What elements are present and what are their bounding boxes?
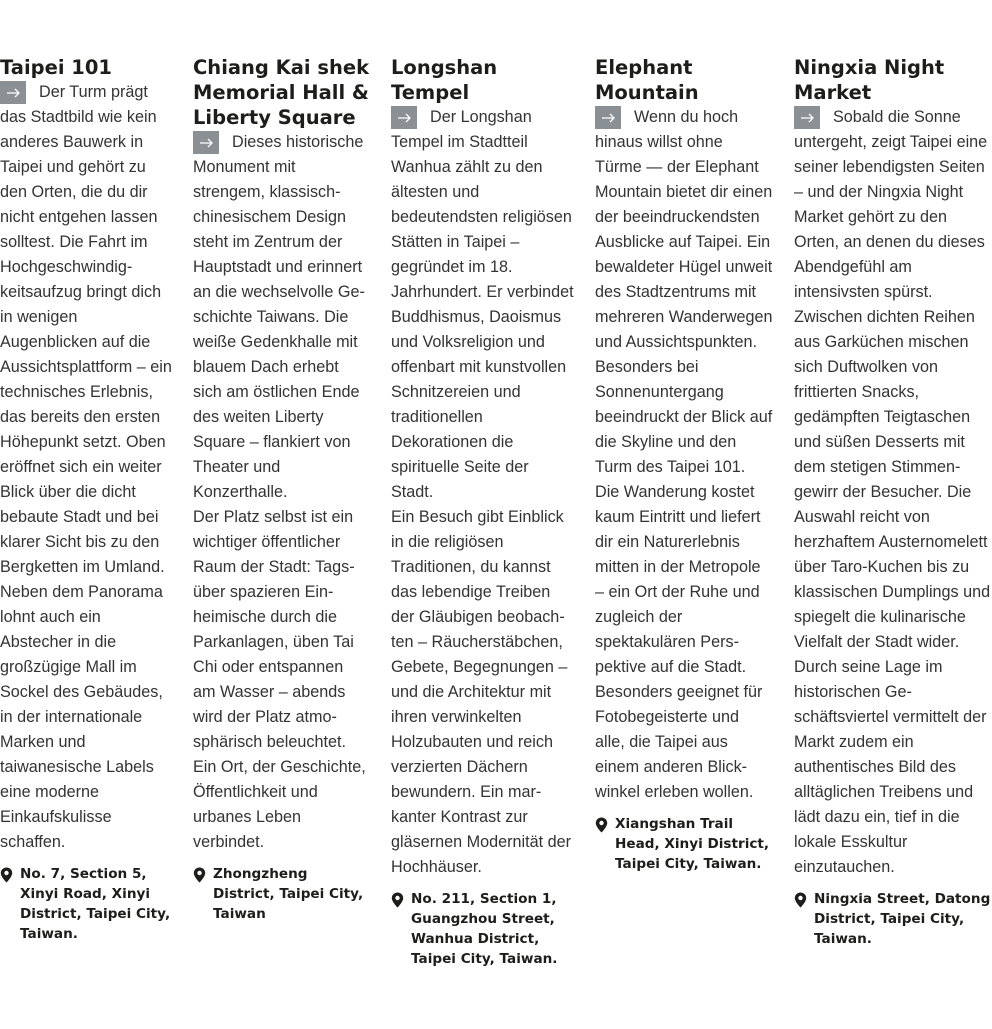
address-text: Xiangshan Trail Head, Xinyi District, Taipei City, Taiwan. xyxy=(615,816,770,872)
section-title: Elephant Mountain xyxy=(595,56,699,104)
map-pin-icon xyxy=(794,892,807,908)
paragraph: Der Platz selbst ist ein wichtiger öffentlicher Raum der Stadt: Tagsüber spazieren Einheimische durch die Parkanlagen, üben Tai Chi oder entspannen am Wasser – abends wird der Platz atmosphärisch beleuchtet. Ein Ort, der Geschichte, Öffentlichkeit und urbanes Leben verbindet. xyxy=(193,508,366,851)
map-pin-icon xyxy=(595,817,608,833)
arrow-right-icon xyxy=(595,106,621,129)
section-body xyxy=(193,130,370,855)
paragraph: Ein Besuch gibt Einblick in die religiösen Traditionen, du kannst das lebendige Treiben der Gläubigen beobachten – Räucherstäbchen, Gebete, Begegnungen – und die Architektur mit ihren verwinkelten Holzubauten und reich verzierten Dächern bewundern. Ein markanter Kontrast zur gläsernen Modernität der Hochhäuser. xyxy=(391,508,571,876)
column-taipei-101 xyxy=(0,55,173,944)
address xyxy=(0,864,173,944)
arrow-right-icon xyxy=(794,106,820,129)
map-pin-icon xyxy=(193,867,206,883)
column-chiang-kai-shek xyxy=(193,55,370,924)
address-text: No. 7, Section 5, Xinyi Road, Xinyi District, Taipei City, Taiwan. xyxy=(20,866,171,942)
address xyxy=(391,889,574,969)
section-body xyxy=(794,105,992,880)
address-text: Zhongzheng District, Taipei City, Taiwan xyxy=(213,866,364,922)
column-longshan-tempel xyxy=(391,55,574,969)
section-title: Taipei 101 xyxy=(0,56,112,79)
paragraph: Die Wanderung kostet kaum Eintritt und liefert dir ein Naturerlebnis mitten in der Metropole – ein Ort der Ruhe und zugleich der spektakulären Perspektive auf die Stadt. Besonders geeignet für Fotobegeisterte und alle, die Taipei aus einem anderen Blickwinkel erleben wollen. xyxy=(595,483,763,801)
arrow-right-icon xyxy=(193,131,219,154)
address-text: Ningxia Street, Datong District, Taipei City, Taiwan. xyxy=(814,891,991,947)
map-pin-icon xyxy=(0,867,13,883)
section-body xyxy=(0,80,173,855)
address xyxy=(193,864,370,924)
section-title: Ningxia Night Market xyxy=(794,56,945,104)
map-pin-icon xyxy=(391,892,404,908)
paragraph: Der Longshan Tempel im Stadtteil Wanhua zählt zu den ältesten und bedeutendsten religiösen Stätten in Taipei – gegründet im 18. Jahrhundert. Er verbindet Buddhismus, Daoismus und Volksreligion und offenbart mit kunstvollen Schnitzereien und traditionellen Dekorationen die spirituelle Seite der Stadt. xyxy=(391,108,574,501)
section-title: Longshan Tempel xyxy=(391,56,498,104)
address xyxy=(794,889,992,949)
paragraph: Wenn du hoch hinaus willst ohne Türme — der Elephant Mountain bietet dir einen der beeindruckendsten Ausblicke auf Taipei. Ein bewaldeter Hügel unweit des Stadtzentrums mit mehreren Wanderwegen und Aussichtspunkten. Besonders bei Sonnenuntergang beeindruckt der Blick auf die Skyline und den Turm des Taipei 101. xyxy=(595,108,773,476)
paragraph: Der Turm prägt das Stadtbild wie kein anderes Bauwerk in Taipei und gehört zu den Orten, die du dir nicht entgehen lassen solltest. Die Fahrt im Hochgeschwindigkeitsaufzug bringt dich in wenigen Augenblicken auf die Aussichtsplattform – ein technisches Erlebnis, das bereits den ersten Höhepunkt setzt. Oben eröffnet sich ein weiter Blick über die dicht bebaute Stadt und bei klarer Sicht bis zu den Bergketten im Umland. Neben dem Panorama lohnt auch ein Abstecher in die großzügige Mall im Sockel des Gebäudes, in der internationale Marken und taiwanesische Labels eine moderne Einkaufskulisse schaffen. xyxy=(0,83,172,851)
paragraph: Sobald die Sonne untergeht, zeigt Taipei eine seiner lebendigsten Seiten – und der Ningxia Night Market gehört zu den Orten, an denen du dieses Abendgefühl am intensivsten spürst. Zwischen dichten Reihen aus Garküchen mischen sich Duftwolken von frittierten Snacks, gedämpften Teigtaschen und süßen Desserts mit dem stetigen Stimmengewirr der Besucher. Die Auswahl reicht von herzhaftem Austernomelett über Taro-Kuchen bis zu klassischen Dumplings und spiegelt die kulinarische Vielfalt der Stadt wider. Durch seine Lage im historischen Geschäftsviertel vermittelt der Markt zudem ein authentisches Bild des alltäglichen Treibens und lädt dazu ein, tief in die lokale Esskultur einzutauchen. xyxy=(794,108,991,876)
column-elephant-mountain xyxy=(595,55,773,874)
section-body xyxy=(595,105,773,805)
section-body xyxy=(391,105,574,880)
column-ningxia-night-market xyxy=(794,55,992,949)
paragraph: Dieses historische Monument mit strengem, klassisch-chinesischem Design steht im Zentrum der Hauptstadt und erinnert an die wechselvolle Geschichte Taiwans. Die weiße Gedenkhalle mit blauem Dach erhebt sich am östlichen Ende des weiten Liberty Square – flankiert von Theater und Konzerthalle. xyxy=(193,133,365,501)
section-title: Chiang Kai shek Memorial Hall & Liberty Square xyxy=(193,56,370,129)
address xyxy=(595,814,773,874)
arrow-right-icon xyxy=(391,106,417,129)
arrow-right-icon xyxy=(0,81,26,104)
address-text: No. 211, Section 1, Guangzhou Street, Wanhua District, Taipei City, Taiwan. xyxy=(411,891,558,967)
